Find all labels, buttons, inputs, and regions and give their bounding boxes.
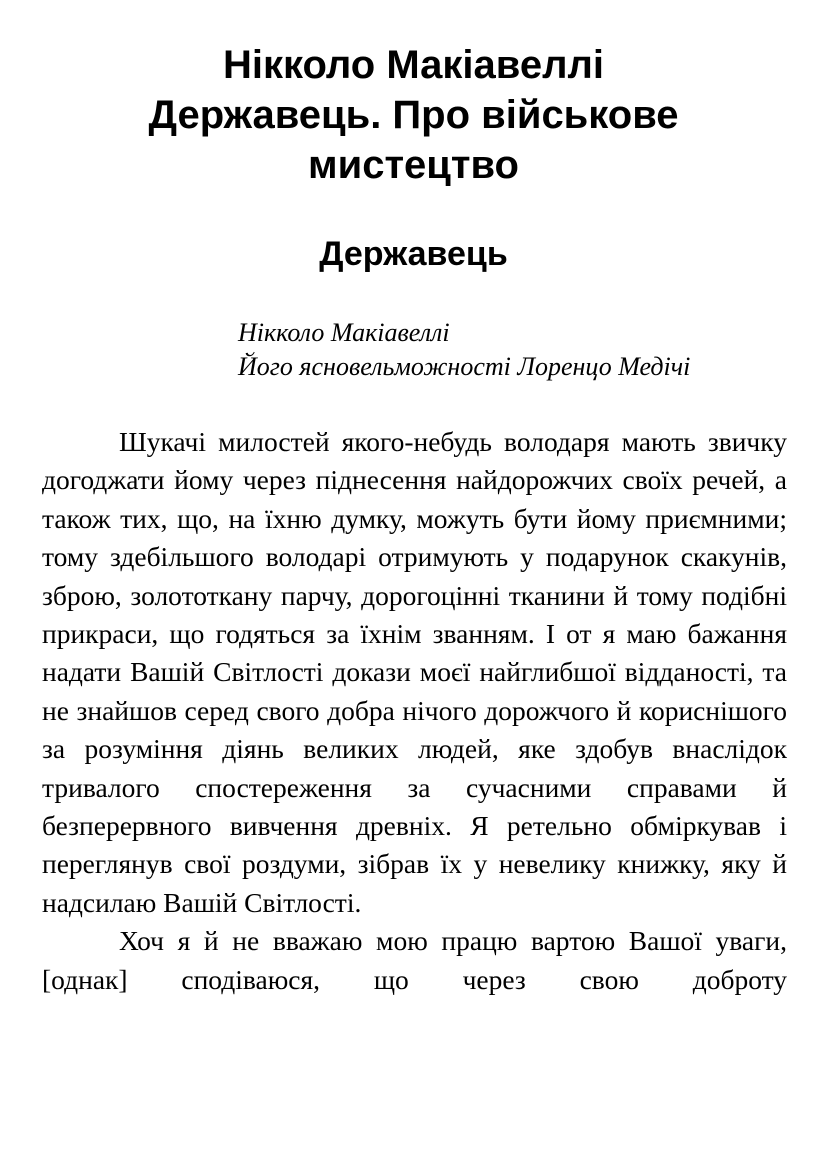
epigraph-dedication: Його ясновельможності Лоренцо Медічі <box>238 352 691 381</box>
document-title <box>60 40 767 190</box>
paragraph: Шукачі милостей якого-небудь володаря мають звичку догоджати йому через піднесення найдорожчих своїх речей, а також тих, що, на їхню думку, можуть бути йому приємними; тому здебільшого володарі отримують у подарунок скакунів, зброю, золототкану парчу, дорогоцінні тканини й тому подібні прикраси, що годяться за їхнім званням. І от я маю бажання надати Вашій Світлості докази моєї найглибшої відданості, та не знайшов серед свого добра нічого дорожчого й кориснішого за розуміння діянь великих людей, яке здобув внаслідок тривалого спостереження за сучасними справами й безперервного вивчення древніх. Я ретельно обміркував і переглянув свої роздуми, зібрав їх у невелику книжку, яку й надсилаю Вашій Світлості. <box>42 426 787 918</box>
epigraph <box>238 316 690 384</box>
title-line: Державець. Про військове <box>148 93 679 137</box>
body-text <box>42 423 787 999</box>
title-line: мистецтво <box>308 143 519 187</box>
paragraph: Хоч я й не вважаю мою працю вартою Вашої уваги, [однак] сподіваюся, що через свою доброту <box>42 925 787 995</box>
title-line: Нікколо Макіавеллі <box>222 43 605 87</box>
section-title: Державець <box>319 235 508 273</box>
epigraph-author: Нікколо Макіавеллі <box>238 318 450 347</box>
